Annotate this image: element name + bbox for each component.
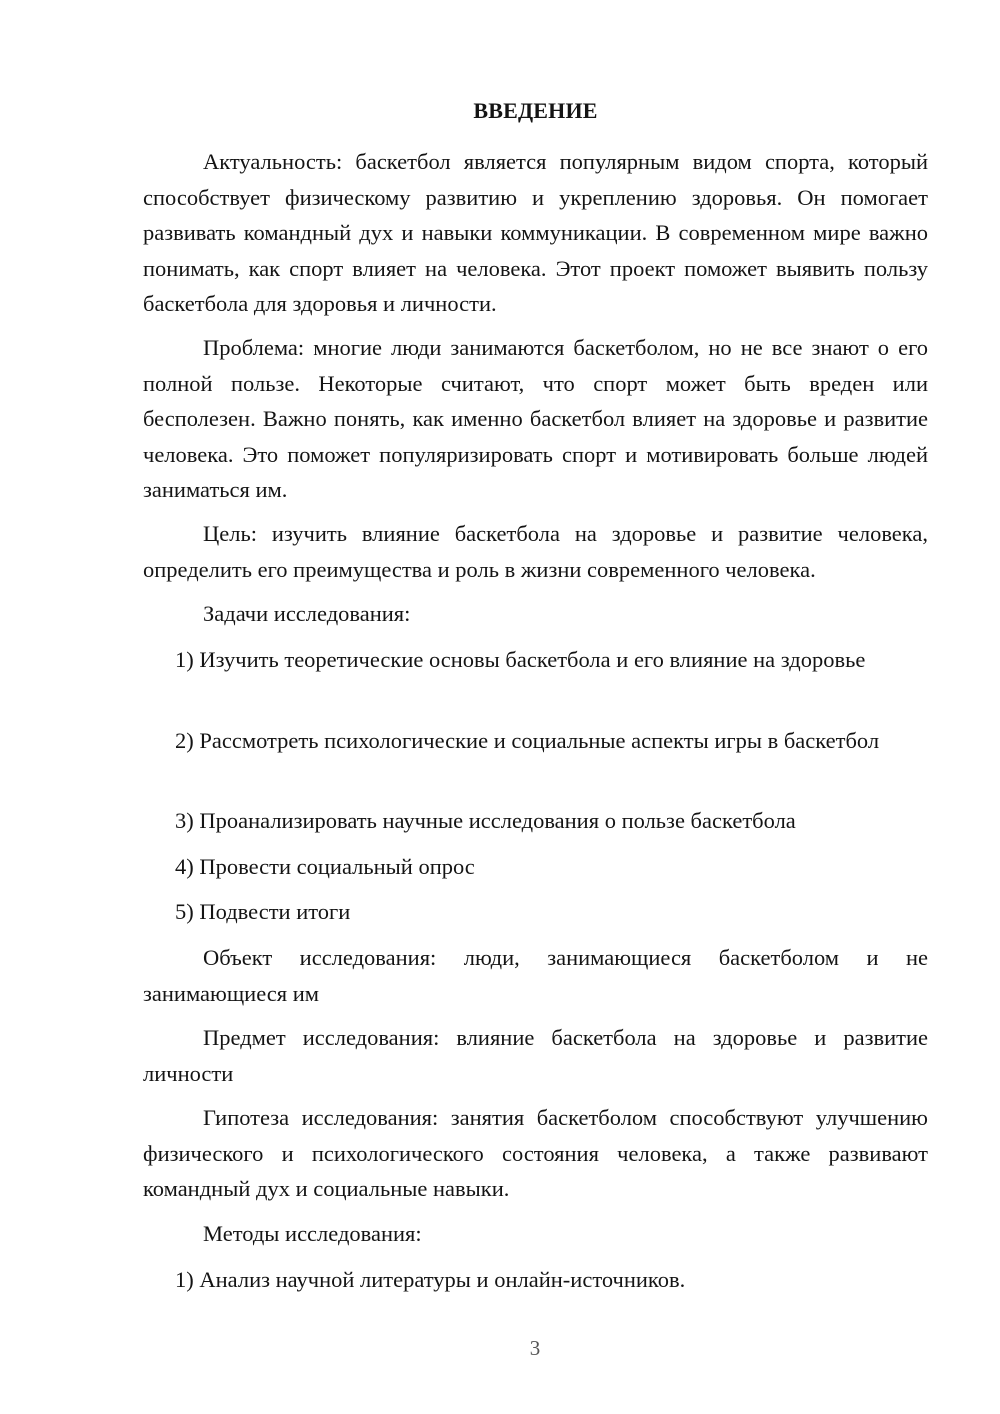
problem-paragraph: Проблема: многие люди занимаются баскетболом, но не все знают о его полной пользе. Некоторые считают, что спорт может быть вреден или бесполезен. Важно понять, как именно баскетбол влияет на здоровье и развитие человека. Это поможет популяризировать спорт и мотивировать больше людей заниматься им. xyxy=(143,335,928,502)
page-number: 3 xyxy=(529,1336,541,1360)
method-item-1: 1) Анализ научной литературы и онлайн-источников. xyxy=(175,1267,686,1292)
object-paragraph: Объект исследования: люди, занимающиеся баскетболом и не занимающиеся им xyxy=(143,945,928,1006)
goal-paragraph: Цель: изучить влияние баскетбола на здоровье и развитие человека, определить его преимущества и роль в жизни современного человека. xyxy=(143,521,928,582)
subject-paragraph: Предмет исследования: влияние баскетбола на здоровье и развитие личности xyxy=(143,1025,928,1086)
task-item-5: 5) Подвести итоги xyxy=(175,899,351,924)
task-item-1: 1) Изучить теоретические основы баскетбола и его влияние на здоровье xyxy=(175,647,866,672)
task-item-2: 2) Рассмотреть психологические и социальные аспекты игры в баскетбол xyxy=(175,728,880,753)
task-item-4: 4) Провести социальный опрос xyxy=(175,854,475,879)
task-item-3: 3) Проанализировать научные исследования о пользе баскетбола xyxy=(175,808,796,833)
relevance-paragraph: Актуальность: баскетбол является популярным видом спорта, который способствует физическому развитию и укреплению здоровья. Он помогает развивать командный дух и навыки коммуникации. В современном мире важно понимать, как спорт влияет на человека. Этот проект поможет выявить пользу баскетбола для здоровья и личности. xyxy=(143,149,928,316)
tasks-heading: Задачи исследования: xyxy=(203,601,411,626)
methods-heading: Методы исследования: xyxy=(203,1221,422,1246)
page-title: ВВЕДЕНИЕ xyxy=(473,98,598,123)
hypothesis-paragraph: Гипотеза исследования: занятия баскетболом способствуют улучшению физического и психологического состояния человека, а также развивают командный дух и социальные навыки. xyxy=(143,1105,928,1201)
